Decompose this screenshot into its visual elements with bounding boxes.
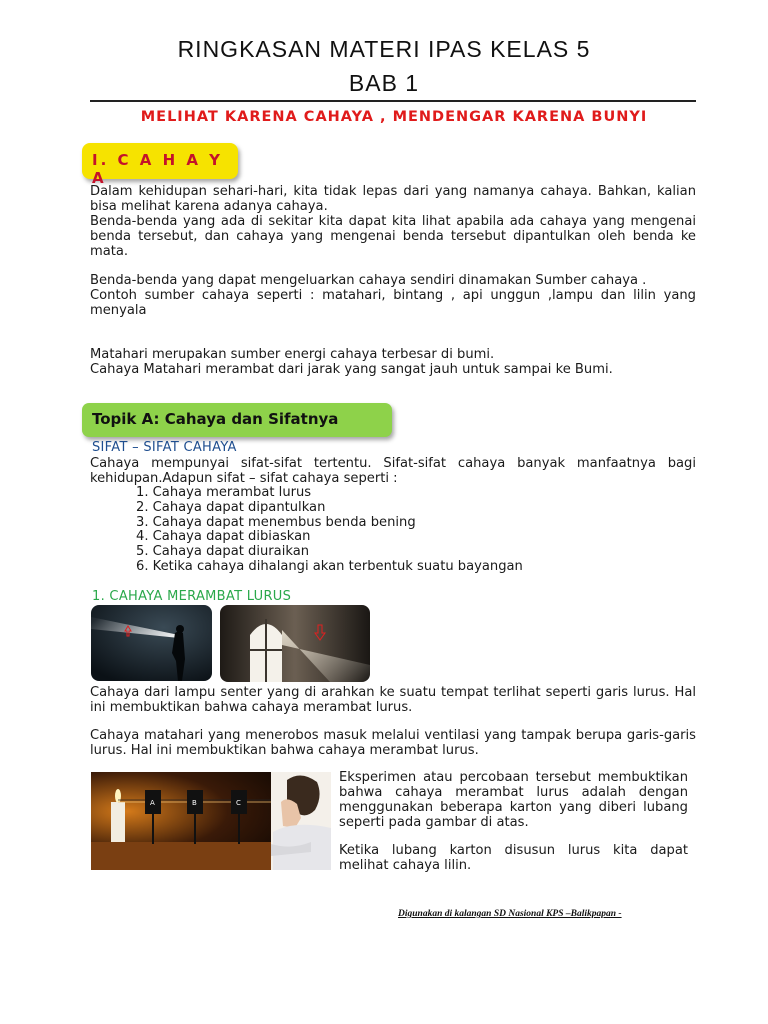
list-item: 3. Cahaya dapat menembus benda bening bbox=[136, 514, 416, 530]
properties-list bbox=[136, 486, 523, 575]
list-item: 6. Ketika cahaya dihalangi akan terbentuk suatu bayangan bbox=[136, 558, 523, 574]
list-item: 2. Cahaya dapat dipantulkan bbox=[136, 499, 326, 515]
card-label-b: B bbox=[192, 799, 197, 807]
intro-paragraph bbox=[90, 184, 696, 259]
experiment-graphic bbox=[91, 772, 331, 870]
experiment-description: Eksperimen atau percobaan tersebut membuktikan bahwa cahaya merambat lurus adalah dengan menggunakan beberapa karton yang diberi lubang seperti pada gambar di atas. bbox=[339, 770, 688, 830]
section-label-text: I. C A H A Y A bbox=[92, 151, 224, 187]
paragraph-line: Matahari merupakan sumber energi cahaya terbesar di bumi. bbox=[90, 347, 495, 362]
page-footer: Digunakan di kalangan SD Nasional KPS –Balikpapan - bbox=[398, 909, 622, 919]
light-source-paragraph bbox=[90, 273, 696, 318]
document-title: RINGKASAN MATERI IPAS KELAS 5 bbox=[177, 36, 591, 62]
candle-experiment-illustration bbox=[91, 772, 331, 870]
flashlight-paragraph: Cahaya dari lampu senter yang di arahkan ke suatu tempat terlihat seperti garis lurus. Hal ini membuktikan bahwa cahaya merambat lurus. bbox=[90, 685, 696, 715]
flashlight-photo bbox=[91, 605, 212, 681]
topic-a-text: Topik A: Cahaya dan Sifatnya bbox=[92, 410, 339, 428]
list-item: 5. Cahaya dapat diuraikan bbox=[136, 544, 310, 560]
experiment-conclusion: Ketika lubang karton disusun lurus kita dapat melihat cahaya lilin. bbox=[339, 843, 688, 873]
chapter-subtitle: MELIHAT KARENA CAHAYA , MENDENGAR KARENA BUNYI bbox=[140, 109, 648, 125]
window-sunbeam-photo bbox=[220, 605, 370, 682]
properties-heading: SIFAT – SIFAT CAHAYA bbox=[92, 440, 237, 455]
paragraph-line: Benda-benda yang dapat mengeluarkan cahaya sendiri dinamakan Sumber cahaya . bbox=[90, 273, 647, 288]
topic-a-label bbox=[82, 403, 392, 437]
flashlight-illustration bbox=[91, 605, 212, 681]
header-divider bbox=[90, 100, 696, 102]
card-label-c: C bbox=[236, 799, 241, 807]
card-label-a: A bbox=[150, 799, 155, 807]
sunbeam-paragraph: Cahaya matahari yang menerobos masuk melalui ventilasi yang tampak berupa garis-garis lurus. Hal ini membuktikan bahwa cahaya merambat lurus. bbox=[90, 728, 696, 758]
list-item: 4. Cahaya dapat dibiaskan bbox=[136, 529, 311, 545]
list-item: 1. Cahaya merambat lurus bbox=[136, 485, 312, 500]
paragraph-line: Cahaya Matahari merambat dari jarak yang sangat jauh untuk sampai ke Bumi. bbox=[90, 362, 613, 377]
chapter-title: BAB 1 bbox=[348, 70, 420, 96]
paragraph-line: Dalam kehidupan sehari-hari, kita tidak lepas dari yang namanya cahaya. Bahkan, kalian bisa melihat karena adanya cahaya. bbox=[90, 184, 696, 214]
sun-paragraph bbox=[90, 347, 696, 377]
paragraph-line: Benda-benda yang ada di sekitar kita dapat kita lihat apabila ada cahaya yang mengenai benda tersebut, dan cahaya yang mengenai benda tersebut dipantulkan oleh benda ke mata. bbox=[90, 214, 696, 259]
properties-intro: Cahaya mempunyai sifat-sifat tertentu. Sifat-sifat cahaya banyak manfaatnya bagi kehidupan.Adapun sifat – sifat cahaya seperti : bbox=[90, 456, 696, 486]
straight-light-heading: 1. CAHAYA MERAMBAT LURUS bbox=[92, 589, 292, 604]
window-illustration bbox=[220, 605, 370, 682]
paragraph-line: Contoh sumber cahaya seperti : matahari, bintang , api unggun ,lampu dan lilin yang menyala bbox=[90, 288, 696, 318]
section-label-cahaya bbox=[82, 143, 238, 187]
